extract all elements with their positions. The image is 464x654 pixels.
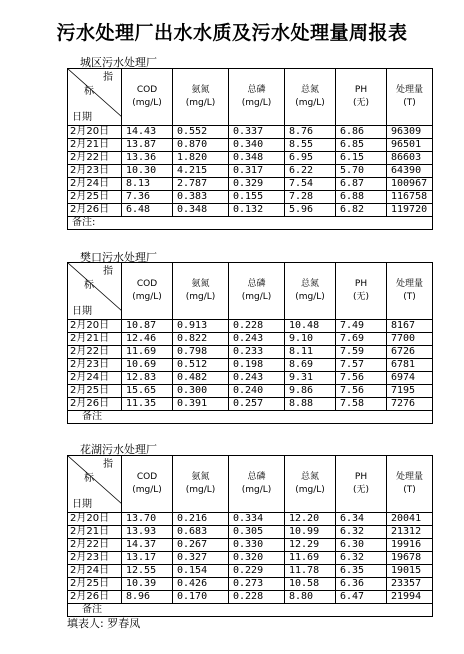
column-header <box>122 263 173 320</box>
value-cell: 96501 <box>387 139 433 152</box>
column-unit: (mg/L) <box>132 98 162 108</box>
column-name: 氨氮 <box>191 472 210 482</box>
value-cell: 96309 <box>387 126 433 139</box>
date-cell: 2月22日 <box>68 152 122 165</box>
value-cell: 7.49 <box>336 320 387 333</box>
value-cell: 0.257 <box>229 398 285 411</box>
value-cell: 15.65 <box>122 385 173 398</box>
value-cell: 11.35 <box>122 398 173 411</box>
column-header <box>285 263 336 320</box>
column-name: COD <box>136 472 158 482</box>
value-cell: 9.31 <box>285 372 336 385</box>
value-cell: 86603 <box>387 152 433 165</box>
value-cell: 7.54 <box>285 178 336 191</box>
corner-label-indicator: 标 <box>84 280 94 291</box>
value-cell: 13.70 <box>122 513 173 526</box>
value-cell: 0.243 <box>229 372 285 385</box>
column-unit: (mg/L) <box>185 98 216 108</box>
table-row <box>68 346 433 359</box>
value-cell: 0.267 <box>173 539 229 552</box>
water-quality-table <box>67 68 433 230</box>
column-header <box>387 263 433 320</box>
column-header <box>387 69 433 126</box>
value-cell: 12.20 <box>285 513 336 526</box>
table-row <box>68 398 433 411</box>
filler-name: 填表人: 罗春凤 <box>67 617 141 630</box>
value-cell: 6.32 <box>336 552 387 565</box>
value-cell: 10.69 <box>122 359 173 372</box>
column-name: 总氮 <box>300 472 319 482</box>
table-row <box>68 320 433 333</box>
value-cell: 6.22 <box>285 165 336 178</box>
column-name: 总磷 <box>247 85 266 95</box>
value-cell: 14.43 <box>122 126 173 139</box>
corner-label-indicator: 标 <box>84 473 94 484</box>
value-cell: 7.28 <box>285 191 336 204</box>
date-cell: 2月20日 <box>68 320 122 333</box>
value-cell: 0.229 <box>229 565 285 578</box>
water-quality-table <box>67 455 433 617</box>
value-cell: 6.85 <box>336 139 387 152</box>
value-cell: 19015 <box>387 565 433 578</box>
column-unit: (mg/L) <box>132 292 162 302</box>
value-cell: 7700 <box>387 333 433 346</box>
value-cell: 0.300 <box>173 385 229 398</box>
table-row <box>68 372 433 385</box>
column-unit: (mg/L) <box>241 292 272 302</box>
column-header <box>229 263 285 320</box>
value-cell: 2.787 <box>173 178 229 191</box>
column-header <box>336 263 387 320</box>
value-cell: 6.82 <box>336 204 387 217</box>
column-unit: (T) <box>403 485 416 495</box>
table-row <box>68 578 433 591</box>
remark-row <box>68 411 433 424</box>
value-cell: 0.552 <box>173 126 229 139</box>
date-cell: 2月23日 <box>68 359 122 372</box>
column-header <box>285 456 336 513</box>
column-unit: (T) <box>403 292 416 302</box>
value-cell: 0.198 <box>229 359 285 372</box>
value-cell: 7.58 <box>336 398 387 411</box>
column-name: COD <box>136 279 158 289</box>
value-cell: 13.36 <box>122 152 173 165</box>
remark-cell: 备注: <box>68 217 433 230</box>
corner-label-indicator-top: 指 <box>103 459 113 470</box>
date-cell: 2月26日 <box>68 204 122 217</box>
table-row <box>68 178 433 191</box>
table-row <box>68 526 433 539</box>
value-cell: 6.32 <box>336 526 387 539</box>
value-cell: 10.99 <box>285 526 336 539</box>
value-cell: 100967 <box>387 178 433 191</box>
date-cell: 2月22日 <box>68 346 122 359</box>
remark-cell: 备注 <box>68 411 433 424</box>
value-cell: 8.11 <box>285 346 336 359</box>
value-cell: 6.48 <box>122 204 173 217</box>
section-title: 城区污水处理厂 <box>80 56 157 69</box>
column-name: 总氮 <box>300 85 319 95</box>
column-header <box>122 69 173 126</box>
value-cell: 12.83 <box>122 372 173 385</box>
value-cell: 0.155 <box>229 191 285 204</box>
corner-label-date: 日期 <box>72 306 92 317</box>
value-cell: 0.348 <box>229 152 285 165</box>
value-cell: 12.46 <box>122 333 173 346</box>
value-cell: 7.56 <box>336 372 387 385</box>
column-header <box>285 69 336 126</box>
value-cell: 10.58 <box>285 578 336 591</box>
value-cell: 13.87 <box>122 139 173 152</box>
column-name: 处理量 <box>395 85 423 95</box>
column-header <box>336 456 387 513</box>
value-cell: 0.330 <box>229 539 285 552</box>
value-cell: 6.15 <box>336 152 387 165</box>
table-row <box>68 385 433 398</box>
value-cell: 8.80 <box>285 591 336 604</box>
table-row <box>68 204 433 217</box>
value-cell: 8.69 <box>285 359 336 372</box>
value-cell: 0.228 <box>229 320 285 333</box>
value-cell: 0.305 <box>229 526 285 539</box>
value-cell: 6.88 <box>336 191 387 204</box>
value-cell: 0.228 <box>229 591 285 604</box>
table-row <box>68 165 433 178</box>
date-cell: 2月23日 <box>68 552 122 565</box>
value-cell: 9.86 <box>285 385 336 398</box>
value-cell: 0.913 <box>173 320 229 333</box>
date-cell: 2月20日 <box>68 126 122 139</box>
table-row <box>68 565 433 578</box>
date-cell: 2月26日 <box>68 591 122 604</box>
value-cell: 0.327 <box>173 552 229 565</box>
column-unit: (mg/L) <box>295 98 325 108</box>
value-cell: 6.35 <box>336 565 387 578</box>
value-cell: 0.798 <box>173 346 229 359</box>
date-cell: 2月26日 <box>68 398 122 411</box>
column-name: COD <box>136 85 158 95</box>
value-cell: 21994 <box>387 591 433 604</box>
table-header-row <box>68 69 433 126</box>
column-header <box>387 456 433 513</box>
value-cell: 8.88 <box>285 398 336 411</box>
value-cell: 0.822 <box>173 333 229 346</box>
column-unit: (mg/L) <box>295 292 325 302</box>
value-cell: 7.36 <box>122 191 173 204</box>
table-row <box>68 359 433 372</box>
date-cell: 2月20日 <box>68 513 122 526</box>
column-unit: (mg/L) <box>132 485 162 495</box>
column-header <box>122 456 173 513</box>
corner-label-date: 日期 <box>72 499 92 510</box>
value-cell: 0.320 <box>229 552 285 565</box>
column-name: 总磷 <box>247 279 266 289</box>
corner-label-indicator: 标 <box>84 86 94 97</box>
column-name: PH <box>354 279 368 289</box>
water-quality-table <box>67 262 433 424</box>
table-row <box>68 191 433 204</box>
value-cell: 6.47 <box>336 591 387 604</box>
date-cell: 2月25日 <box>68 578 122 591</box>
value-cell: 0.233 <box>229 346 285 359</box>
value-cell: 14.37 <box>122 539 173 552</box>
column-unit: (mg/L) <box>295 485 325 495</box>
column-name: 氨氮 <box>191 85 210 95</box>
column-name: PH <box>354 85 368 95</box>
column-name: 处理量 <box>395 279 423 289</box>
column-header <box>173 456 229 513</box>
value-cell: 0.337 <box>229 126 285 139</box>
column-unit: (mg/L) <box>241 98 272 108</box>
value-cell: 8.76 <box>285 126 336 139</box>
corner-label-date: 日期 <box>72 112 92 123</box>
value-cell: 8.96 <box>122 591 173 604</box>
value-cell: 6781 <box>387 359 433 372</box>
table-row <box>68 539 433 552</box>
value-cell: 21312 <box>387 526 433 539</box>
value-cell: 0.340 <box>229 139 285 152</box>
value-cell: 0.329 <box>229 178 285 191</box>
corner-label-indicator-top: 指 <box>103 266 113 277</box>
value-cell: 6.30 <box>336 539 387 552</box>
value-cell: 7.57 <box>336 359 387 372</box>
value-cell: 1.820 <box>173 152 229 165</box>
value-cell: 10.30 <box>122 165 173 178</box>
date-cell: 2月24日 <box>68 565 122 578</box>
value-cell: 13.17 <box>122 552 173 565</box>
column-unit: (无) <box>352 292 370 302</box>
value-cell: 6.36 <box>336 578 387 591</box>
value-cell: 13.93 <box>122 526 173 539</box>
column-unit: (mg/L) <box>185 292 216 302</box>
value-cell: 7.69 <box>336 333 387 346</box>
value-cell: 9.10 <box>285 333 336 346</box>
column-unit: (mg/L) <box>241 485 272 495</box>
column-name: 处理量 <box>395 472 423 482</box>
header-corner-cell <box>68 263 122 320</box>
value-cell: 64390 <box>387 165 433 178</box>
table-header-row <box>68 456 433 513</box>
value-cell: 0.243 <box>229 333 285 346</box>
value-cell: 5.96 <box>285 204 336 217</box>
column-header <box>336 69 387 126</box>
date-cell: 2月23日 <box>68 165 122 178</box>
value-cell: 0.683 <box>173 526 229 539</box>
table-row <box>68 139 433 152</box>
column-name: 总磷 <box>247 472 266 482</box>
value-cell: 6.87 <box>336 178 387 191</box>
remark-row <box>68 217 433 230</box>
date-cell: 2月21日 <box>68 333 122 346</box>
value-cell: 6974 <box>387 372 433 385</box>
column-header <box>229 69 285 126</box>
value-cell: 8167 <box>387 320 433 333</box>
value-cell: 0.870 <box>173 139 229 152</box>
value-cell: 0.216 <box>173 513 229 526</box>
date-cell: 2月24日 <box>68 372 122 385</box>
corner-label-indicator-top: 指 <box>103 72 113 83</box>
value-cell: 0.240 <box>229 385 285 398</box>
value-cell: 10.39 <box>122 578 173 591</box>
value-cell: 6726 <box>387 346 433 359</box>
value-cell: 5.70 <box>336 165 387 178</box>
value-cell: 23357 <box>387 578 433 591</box>
column-header <box>229 456 285 513</box>
value-cell: 8.13 <box>122 178 173 191</box>
value-cell: 0.154 <box>173 565 229 578</box>
column-unit: (无) <box>352 98 370 108</box>
section-title: 樊口污水处理厂 <box>80 251 157 264</box>
column-name: PH <box>354 472 368 482</box>
column-name: 总氮 <box>300 279 319 289</box>
value-cell: 7.56 <box>336 385 387 398</box>
date-cell: 2月24日 <box>68 178 122 191</box>
value-cell: 4.215 <box>173 165 229 178</box>
value-cell: 7.59 <box>336 346 387 359</box>
value-cell: 0.273 <box>229 578 285 591</box>
value-cell: 19678 <box>387 552 433 565</box>
column-unit: (T) <box>403 98 416 108</box>
header-corner-cell <box>68 456 122 513</box>
value-cell: 0.317 <box>229 165 285 178</box>
table-row <box>68 513 433 526</box>
value-cell: 12.29 <box>285 539 336 552</box>
remark-cell: 备注 <box>68 604 433 617</box>
column-header <box>173 69 229 126</box>
value-cell: 116758 <box>387 191 433 204</box>
date-cell: 2月22日 <box>68 539 122 552</box>
value-cell: 12.55 <box>122 565 173 578</box>
table-header-row <box>68 263 433 320</box>
value-cell: 119720 <box>387 204 433 217</box>
value-cell: 10.48 <box>285 320 336 333</box>
value-cell: 0.512 <box>173 359 229 372</box>
header-corner-cell <box>68 69 122 126</box>
table-row <box>68 126 433 139</box>
date-cell: 2月25日 <box>68 385 122 398</box>
value-cell: 20041 <box>387 513 433 526</box>
value-cell: 0.391 <box>173 398 229 411</box>
value-cell: 19916 <box>387 539 433 552</box>
date-cell: 2月21日 <box>68 526 122 539</box>
date-cell: 2月21日 <box>68 139 122 152</box>
value-cell: 0.132 <box>229 204 285 217</box>
value-cell: 7195 <box>387 385 433 398</box>
report-title: 污水处理厂出水水质及污水处理量周报表 <box>56 22 408 44</box>
value-cell: 0.482 <box>173 372 229 385</box>
value-cell: 7276 <box>387 398 433 411</box>
table-row <box>68 333 433 346</box>
table-row <box>68 591 433 604</box>
value-cell: 0.383 <box>173 191 229 204</box>
value-cell: 0.348 <box>173 204 229 217</box>
table-row <box>68 552 433 565</box>
value-cell: 6.95 <box>285 152 336 165</box>
value-cell: 6.86 <box>336 126 387 139</box>
column-header <box>173 263 229 320</box>
table-row <box>68 152 433 165</box>
value-cell: 0.334 <box>229 513 285 526</box>
value-cell: 10.87 <box>122 320 173 333</box>
value-cell: 11.69 <box>122 346 173 359</box>
column-name: 氨氮 <box>191 279 210 289</box>
value-cell: 8.55 <box>285 139 336 152</box>
column-unit: (无) <box>352 485 370 495</box>
value-cell: 0.426 <box>173 578 229 591</box>
value-cell: 0.170 <box>173 591 229 604</box>
value-cell: 11.69 <box>285 552 336 565</box>
value-cell: 6.34 <box>336 513 387 526</box>
section-title: 花湖污水处理厂 <box>80 443 157 456</box>
value-cell: 11.78 <box>285 565 336 578</box>
date-cell: 2月25日 <box>68 191 122 204</box>
column-unit: (mg/L) <box>185 485 216 495</box>
